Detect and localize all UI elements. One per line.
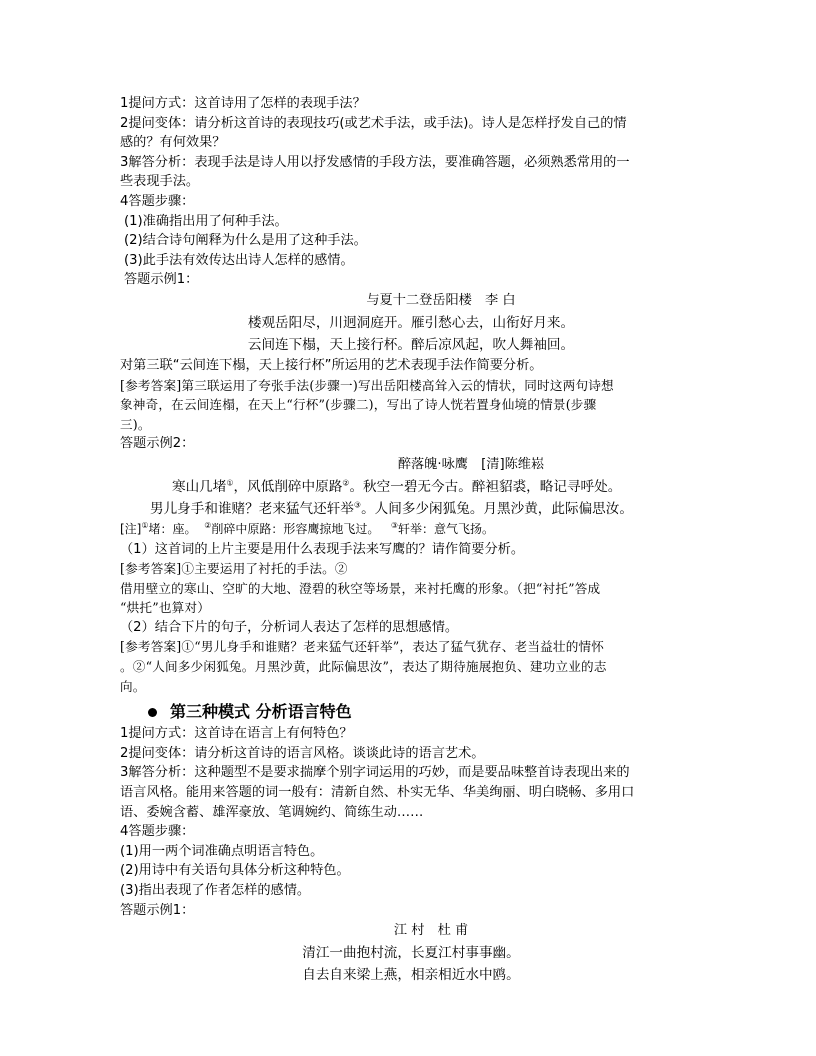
poem-text: 。人间多少闲狐兔。月黑沙黄，此际偏思汝。 [361, 500, 633, 517]
footnote-mark: ② [342, 478, 350, 488]
steps-title: 4答题步骤： [120, 824, 195, 840]
analysis: 3解答分析：这种题型不是要求揣摩个别字词运用的巧妙，而是要品味整首诗表现出来的 [120, 765, 630, 781]
document-page [120, 94, 702, 986]
reference-answer-cont: 借用壁立的寒山、空旷的大地、澄碧的秋空等场景，来衬托鹰的形象。（把“衬托”答成 [120, 580, 601, 596]
analysis-cont: 语言风格。能用来答题的词一般有：清新自然、朴实无华、华美绚丽、明白晓畅、多用口 [120, 785, 635, 801]
steps-title: 4答题步骤： [120, 193, 195, 209]
analysis: 3解答分析：表现手法是诗人用以抒发感情的手段方法，要准确答题，必须熟悉常用的一 [120, 154, 630, 170]
reference-answer: [参考答案]①主要运用了衬托的手法。② [120, 561, 348, 577]
reference-answer-cont: 向。 [120, 678, 146, 694]
annotation-text: 削碎中原路：形容鹰掠地飞过。 [211, 521, 380, 536]
footnote-mark: ② [204, 520, 212, 530]
poem-text: 。秋空一碧无今古。醉袒貂裘，略记寻呼处。 [349, 478, 622, 495]
footnote-mark: ③ [390, 520, 399, 530]
poem-text: 男儿身手和谁赌？老来猛气还轩举 [150, 500, 354, 517]
example-1-label: 答题示例1： [120, 902, 195, 918]
step-2: (2)结合诗句阐释为什么是用了这种手法。 [124, 233, 367, 249]
poem-text: 寒山几堵 [172, 478, 227, 495]
footnote-mark: ③ [353, 500, 362, 510]
poem-text: ，风低削碎中原路 [233, 478, 343, 495]
example-1-label: 答题示例1： [124, 272, 199, 288]
question-text: 对第三联“云间连下榻，天上接行杯”所运用的艺术表现手法作简要分析。 [120, 357, 543, 373]
footnote-mark: ① [226, 478, 234, 488]
poem-line: 云间连下榻，天上接行杯。醉后凉风起，吹人舞袖回。 [247, 336, 575, 353]
step-3: (3)此手法有效传达出诗人怎样的感情。 [124, 252, 354, 268]
poem-line: 楼观岳阳尽，川迥洞庭开。雁引愁心去，山衔好月来。 [247, 314, 575, 331]
annotation-text: 堵：座。 [148, 521, 197, 536]
example-2-label: 答题示例2： [120, 436, 195, 452]
footnote-mark: ① [141, 520, 149, 530]
question-variant: 2提问变体：请分析这首诗的表现技巧(或艺术手法，或手法)。诗人是怎样抒发自己的情 [120, 115, 627, 131]
poem-line [120, 498, 702, 520]
analysis-cont: 语、委婉含蓄、雄浑豪放、笔调婉约、简练生动…… [120, 804, 424, 820]
question-variant-cont: 感的？有何效果？ [120, 135, 226, 151]
poem-line [120, 476, 702, 498]
question-format: 1提问方式：这首诗用了怎样的表现手法？ [120, 96, 366, 111]
sub-question-1: （1）这首词的上片主要是用什么表现手法来写鹰的？请作简要分析。 [120, 541, 525, 557]
reference-answer-cont: 象神奇，在云间连榻，在天上“行杯”(步骤二)，写出了诗人恍若置身仙境的情景(步骤 [120, 397, 597, 413]
poem-title: 与夏十二登岳阳楼 李 白 [366, 292, 516, 308]
poem-line: 自去自来梁上燕，相亲相近水中鸥。 [302, 967, 520, 984]
annotation [120, 520, 702, 540]
section-heading-text: 第三种模式 分析语言特色 [170, 702, 352, 722]
annotation-text: 轩举：意气飞扬。 [398, 521, 495, 536]
section-heading [120, 700, 702, 724]
poem-title: 江 村 杜 甫 [393, 923, 469, 939]
question-format: 1提问方式：这首诗在语言上有何特色？ [120, 726, 353, 742]
step-2: (2)用诗中有关语句具体分析这种特色。 [120, 863, 350, 879]
poem-line: 清江一曲抱村流，长夏江村事事幽。 [302, 945, 520, 962]
step-3: (3)指出表现了作者怎样的感情。 [120, 883, 311, 898]
step-1: (1)准确指出用了何种手法。 [124, 213, 288, 229]
annotation-label: [注] [120, 521, 142, 536]
sub-question-2: （2）结合下片的句子，分析词人表达了怎样的思想感情。 [120, 619, 459, 635]
reference-answer-cont: 。②“人间多少闲狐兔。月黑沙黄，此际偏思汝”，表达了期待施展抱负、建功立业的志 [120, 659, 607, 675]
reference-answer-cont: 三)。 [120, 416, 151, 432]
poem-title: 醉落魄·咏鹰 [清]陈维崧 [397, 456, 545, 472]
reference-answer: [参考答案]第三联运用了夸张手法(步骤一)写出岳阳楼高耸入云的情状，同时这两句诗想 [120, 377, 614, 393]
analysis-cont: 些表现手法。 [120, 174, 200, 190]
step-1: (1)用一两个词准确点明语言特色。 [120, 843, 324, 859]
question-variant: 2提问变体：请分析这首诗的语言风格。谈谈此诗的语言艺术。 [120, 745, 485, 761]
reference-answer-cont: “烘托”也算对） [120, 600, 211, 616]
reference-answer: [参考答案]①“男儿身手和谁赌？老来猛气还轩举”，表达了猛气犹存、老当益壮的情怀 [120, 639, 605, 655]
